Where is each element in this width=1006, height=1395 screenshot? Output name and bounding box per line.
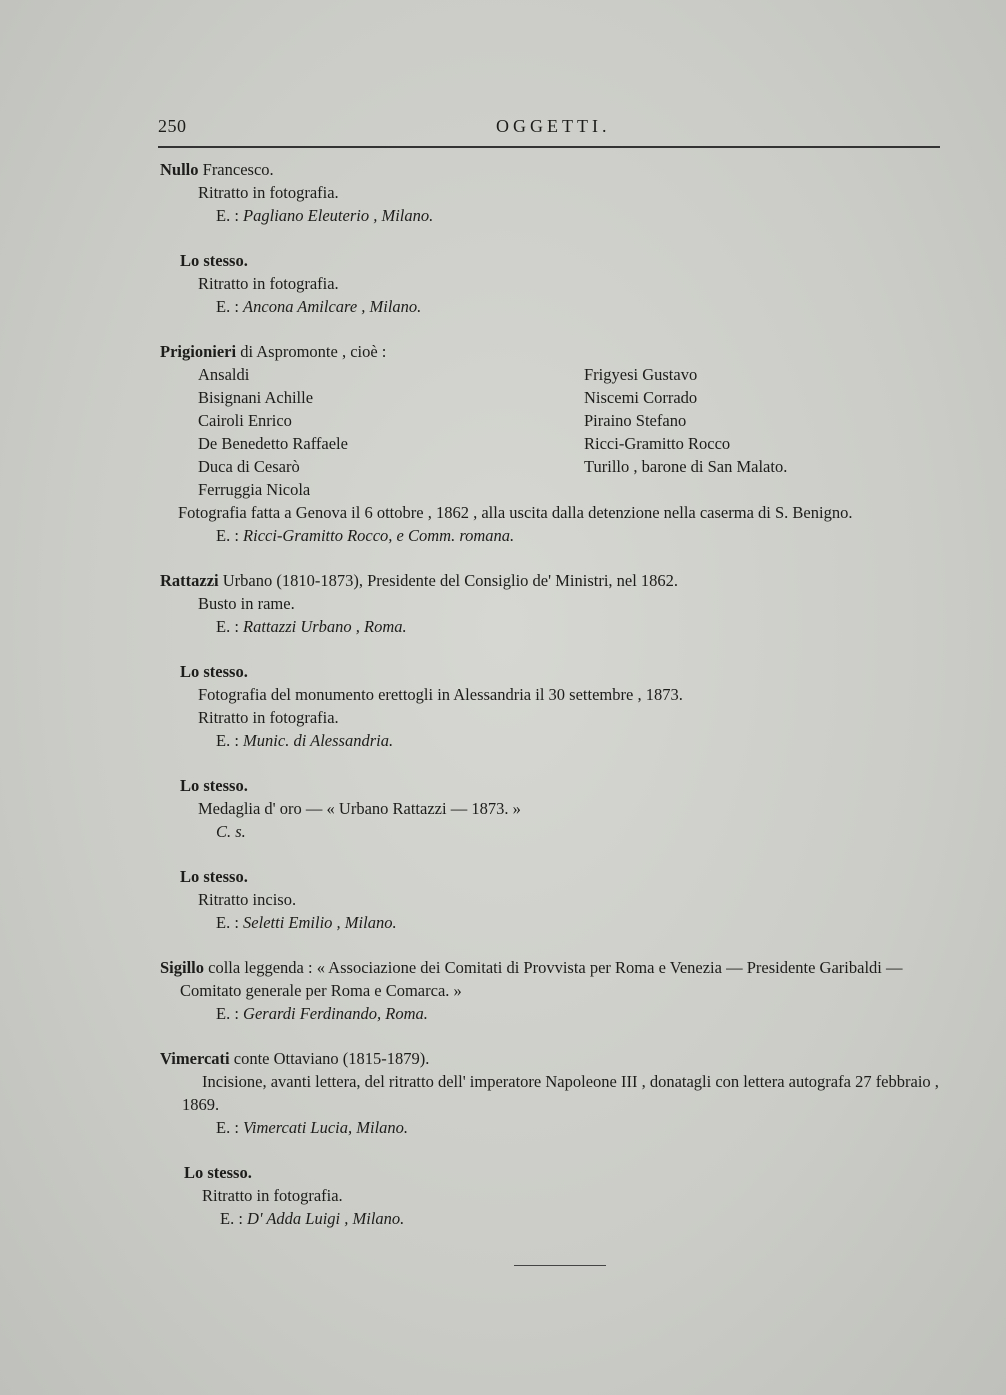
exhibitor-prefix: E. : (216, 526, 244, 545)
exhibitor-name: D' Adda Luigi , Milano. (247, 1209, 405, 1228)
entry-exhibitor-line (160, 911, 950, 934)
entry-nullo-lo-stesso (160, 249, 950, 318)
entry-description: Ritratto in fotografia. (198, 274, 339, 293)
exhibitor-prefix: E. : (216, 1118, 244, 1137)
exhibitor-name: Gerardi Ferdinando, Roma. (243, 1004, 428, 1023)
entry-rattazzi-lo-stesso-1 (160, 660, 950, 752)
entry-name: Prigionieri (160, 342, 237, 361)
names-column-left (198, 363, 584, 501)
entry-vimercati (160, 1047, 950, 1139)
entry-heading (160, 340, 950, 363)
entry-rattazzi-lo-stesso-2 (160, 774, 950, 843)
entry-exhibitor-line (160, 204, 950, 227)
end-rule-divider (514, 1265, 606, 1266)
prisoner-name: Duca di Cesarò (198, 457, 300, 476)
entry-exhibitor-line (160, 615, 950, 638)
entry-exhibitor-line (160, 1116, 950, 1139)
entry-heading (160, 956, 950, 1002)
entry-heading (160, 158, 950, 181)
entry-heading-rest: di Aspromonte , cioè : (236, 342, 387, 361)
entry-name: Vimercati (160, 1049, 230, 1068)
entry-exhibitor-line (160, 729, 950, 752)
exhibitor-name: Rattazzi Urbano , Roma. (243, 617, 407, 636)
entry-description: Incisione, avanti lettera, del ritratto dell' imperatore Napoleone III , donatagli con lettera autografa 27 febbraio , 1869. (182, 1072, 939, 1114)
names-column-right (584, 363, 944, 501)
lo-stesso-label: Lo stesso. (180, 867, 248, 886)
prisoner-name: Cairoli Enrico (198, 411, 292, 430)
exhibitor-prefix: E. : (216, 1004, 244, 1023)
entry-prigionieri (160, 340, 950, 547)
exhibitor-name: Seletti Emilio , Milano. (243, 913, 397, 932)
prisoner-name: Ricci-Gramitto Rocco (584, 434, 731, 453)
entry-description: Busto in rame. (198, 594, 295, 613)
entry-heading (160, 1047, 950, 1070)
exhibitor-name: Ricci-Gramitto Rocco, e Comm. romana. (243, 526, 515, 545)
exhibitor-name: Munic. di Alessandria. (243, 731, 394, 750)
entry-heading (160, 569, 950, 592)
prisoner-name: Piraino Stefano (584, 411, 687, 430)
entry-description: Ritratto in fotografia. (198, 183, 339, 202)
lo-stesso-label: Lo stesso. (180, 776, 248, 795)
entry-rattazzi-lo-stesso-3 (160, 865, 950, 934)
page-content (160, 158, 950, 1252)
exhibitor-prefix: E. : (216, 731, 244, 750)
entry-exhibitor-line (160, 295, 950, 318)
entry-vimercati-lo-stesso (160, 1161, 950, 1230)
entry-name: Sigillo (160, 958, 205, 977)
lo-stesso-label: Lo stesso. (184, 1163, 252, 1182)
lo-stesso-label: Lo stesso. (180, 251, 248, 270)
exhibitor-name: Ancona Amilcare , Milano. (243, 297, 422, 316)
entry-sigillo (160, 956, 950, 1025)
prisoner-name: Bisignani Achille (198, 388, 314, 407)
entry-exhibitor-line (160, 1207, 950, 1230)
exhibitor-name: Vimercati Lucia, Milano. (243, 1118, 409, 1137)
entry-name: Rattazzi (160, 571, 219, 590)
prisoner-name: Ferruggia Nicola (198, 480, 311, 499)
entry-description: Ritratto inciso. (198, 890, 297, 909)
names-columns (160, 363, 950, 501)
prisoner-name: De Benedetto Raffaele (198, 434, 348, 453)
entry-note: C. s. (216, 822, 246, 841)
entry-description: Fotografia fatta a Genova il 6 ottobre , 1862 , alla uscita dalla detenzione nella caserma di S. Benigno. (178, 503, 853, 522)
prisoner-name: Turillo , barone di San Malato. (584, 457, 788, 476)
entry-exhibitor-line (160, 524, 950, 547)
exhibitor-prefix: E. : (216, 297, 244, 316)
page-number: 250 (158, 116, 187, 136)
prisoner-name: Niscemi Corrado (584, 388, 698, 407)
entry-heading-rest: Urbano (1810-1873), Presidente del Consiglio de' Ministri, nel 1862. (218, 571, 679, 590)
entry-description: Fotografia del monumento erettogli in Alessandria il 30 settembre , 1873. (198, 685, 683, 704)
exhibitor-prefix: E. : (216, 206, 244, 225)
entry-heading-rest: Francesco. (198, 160, 274, 179)
entry-heading-rest: conte Ottaviano (1815-1879). (229, 1049, 430, 1068)
entry-description: Medaglia d' oro — « Urbano Rattazzi — 1873. » (198, 799, 521, 818)
entry-heading-rest: colla leggenda : « Associazione dei Comitati di Provvista per Roma e Venezia — Presidente Garibaldi — Comitato generale per Roma e Comarca. » (180, 958, 903, 1000)
prisoner-name: Frigyesi Gustavo (584, 365, 698, 384)
page-title: OGGETTI. (496, 116, 611, 136)
lo-stesso-label: Lo stesso. (180, 662, 248, 681)
entry-rattazzi (160, 569, 950, 638)
page-header (158, 112, 940, 148)
entry-description: Ritratto in fotografia. (198, 708, 339, 727)
entry-description: Ritratto in fotografia. (202, 1186, 343, 1205)
entry-exhibitor-line (160, 1002, 950, 1025)
entry-nullo (160, 158, 950, 227)
exhibitor-prefix: E. : (220, 1209, 248, 1228)
entry-name: Nullo (160, 160, 199, 179)
exhibitor-name: Pagliano Eleuterio , Milano. (243, 206, 434, 225)
prisoner-name: Ansaldi (198, 365, 250, 384)
exhibitor-prefix: E. : (216, 913, 244, 932)
exhibitor-prefix: E. : (216, 617, 244, 636)
